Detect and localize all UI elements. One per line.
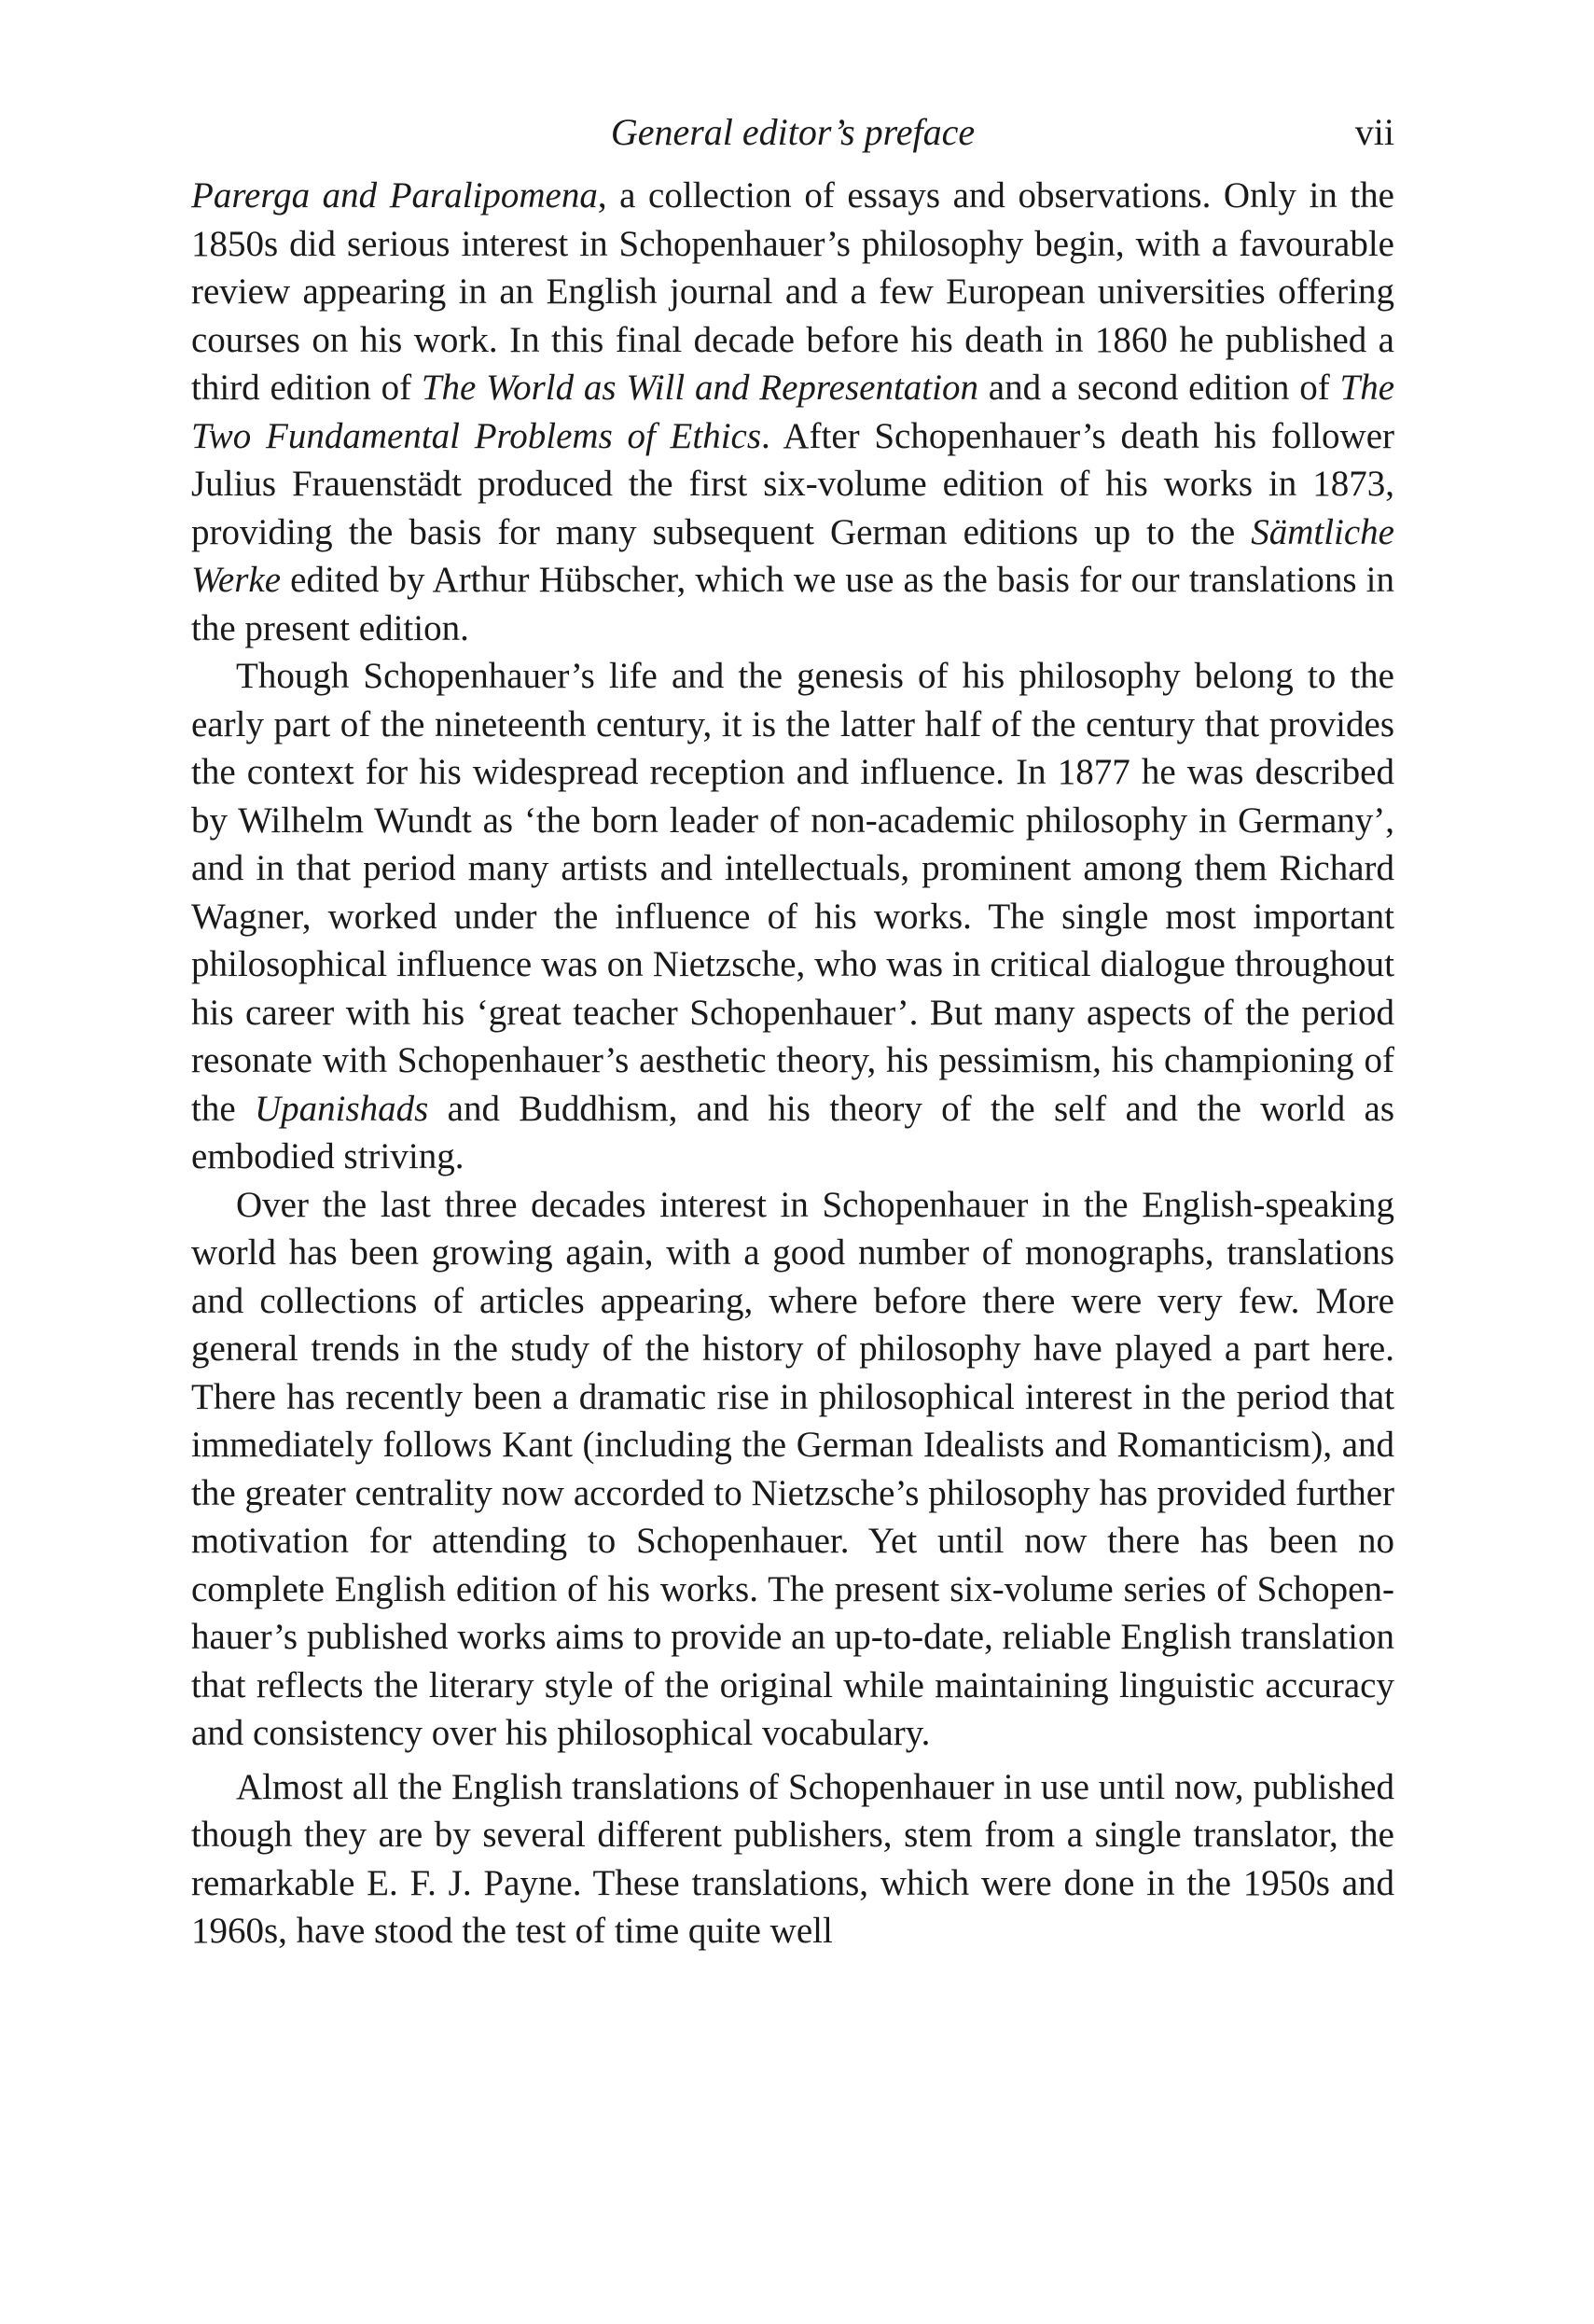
text-segment: Though Schopenhauer’s life and the genesis of his philosophy belong to the early part of the nineteenth century, it is the latter half of the century that provides the context for his widespread reception and influence. In 1877 he was described by Wilhelm Wundt as ‘the born leader of non-academic philosophy in Germany’, and in that period many artists and intellectuals, prominent among them Richard Wagner, worked under the influence of his works. The single most important philosophical influence was on Nietzsche, who was in critical dialogue throughout his career with his ‘great teacher Schopenhauer’. But many aspects of the period resonate with Schopenhauer’s aesthetic theory, his pessimism, his championing of the (191, 656, 1394, 1129)
text-segment: Parerga and Paralipomena (191, 175, 598, 216)
running-head (191, 103, 1394, 159)
text-segment: The Two Fundamental Problems of Ethics (191, 368, 1394, 456)
page-number: vii (1354, 111, 1394, 153)
text-segment: and Buddhism, and his theory of the self and the world as embodied striving. (191, 1088, 1395, 1176)
paragraph-1 (191, 172, 1394, 652)
text-segment: Over the last three decades interest in Schopenhauer in the English-speaking world has been growing again, with a good number of monographs, translations and collections of articles appearing, where before there were very few. More general trends in the study of the history of philosophy have played a part here. There has recently been a dramatic rise in philosophical interest in the period that immediately follows Kant (including the German Idealists and Romanticism), and the greater centrality now accorded to Nietzsche’s philosophy has provided further motivation for attending to Schopenhauer. Yet until now there has been no complete English edition of his works. The present six-volume series of Schopenhauer’s published works aims to provide an up-to-date, reliable English translation that reflects the literary style of the original while maintaining linguistic accuracy and consistency over his philosophical vocabulary. (191, 1184, 1394, 1753)
text-segment: and a second edition of (977, 368, 1340, 408)
text-segment: Almost all the English translations of Schopenhauer in use until now, published though they are by several different publishers, stem from a single translator, the remarkable E. F. J. Payne. These translations, which were done in the 1950s and 1960s, have stood the test of time quite well (191, 1766, 1394, 1951)
text-segment: , a collection of essays and observations. Only in the 1850s did serious interest in Schopenhauer’s philosophy begin, with a favourable review appearing in an English journal and a few European universities offering courses on his work. In this final decade before his death in 1860 he published a third edition of (191, 175, 1394, 408)
text-segment: Sämtliche Werke (191, 511, 1394, 600)
paragraph-2 (191, 652, 1394, 1181)
running-title: General editor’s preface (610, 111, 976, 153)
text-segment: The World as Will and Representation (421, 368, 978, 408)
text-segment: edited by Arthur Hübscher, which we use as the basis for our translations in the present edition. (191, 560, 1394, 648)
paragraph-3 (191, 1181, 1394, 1758)
body-text (191, 172, 1394, 1955)
text-segment: . After Schopenhauer’s death his follower Julius Frauenstädt produced the first six-volume edition of his works in 1873, providing the basis for many subsequent German editions up to the (191, 415, 1394, 552)
book-page (191, 103, 1394, 1955)
paragraph-4 (191, 1763, 1394, 1955)
text-segment: Upanishads (254, 1088, 429, 1129)
